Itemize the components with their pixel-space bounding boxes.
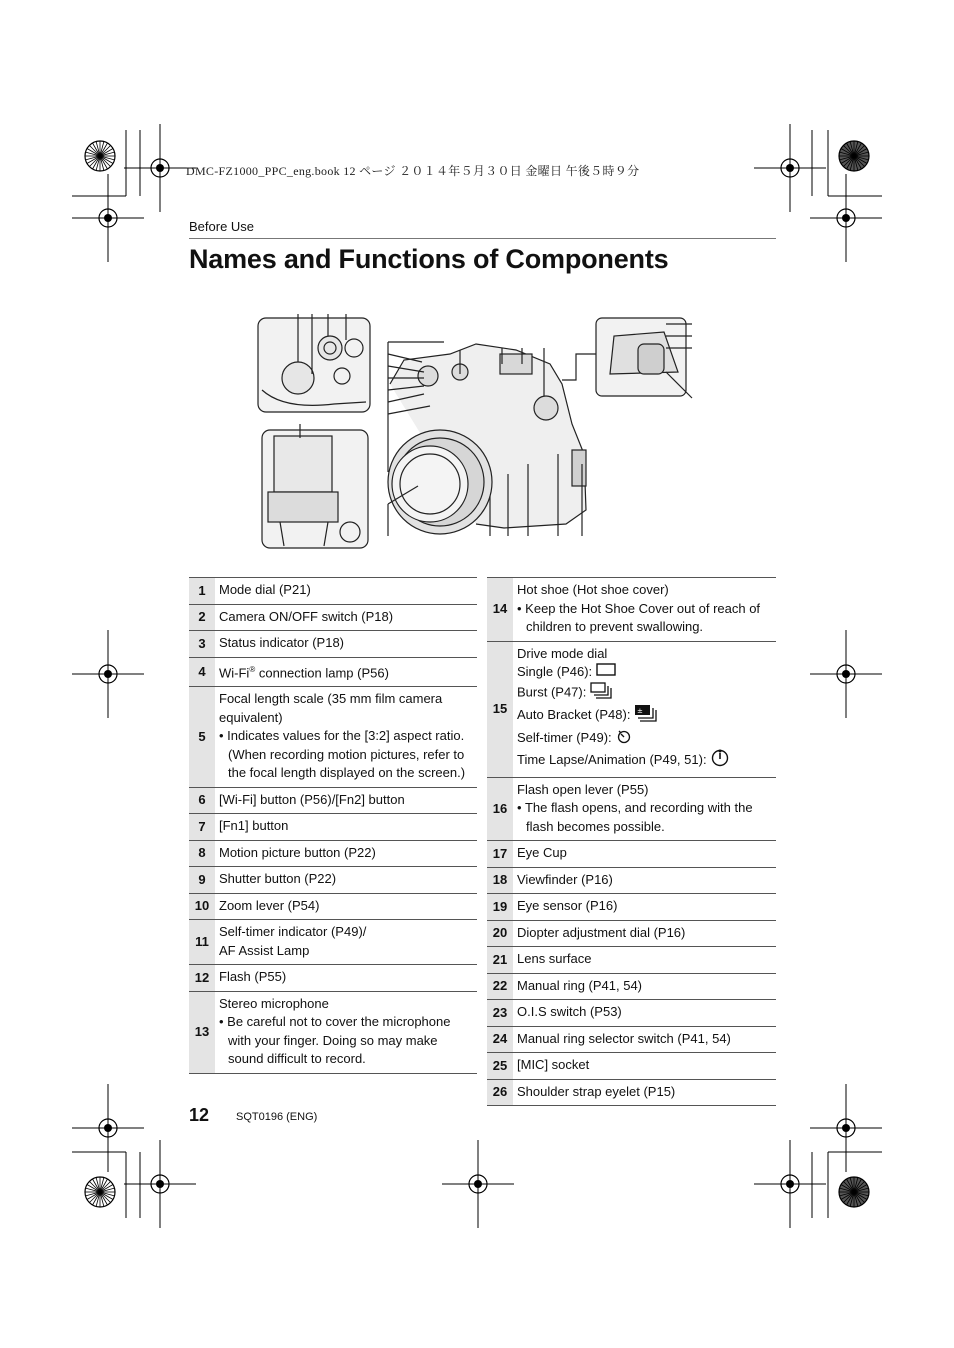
part-number: 1 — [189, 578, 215, 605]
part-line: [Fn1] button — [219, 818, 289, 834]
part-description — [513, 1000, 776, 1027]
part-row-15 — [487, 641, 776, 777]
part-row-22 — [487, 973, 776, 1000]
part-line: Manual ring selector switch (P41, 54) — [517, 1030, 731, 1046]
part-number: 13 — [189, 991, 215, 1073]
part-line: [MIC] socket — [517, 1057, 590, 1073]
part-line: Self-timer indicator (P49)/ — [219, 924, 367, 940]
part-line: Motion picture button (P22) — [219, 844, 376, 860]
self-timer-icon — [616, 728, 632, 750]
part-number: 4 — [189, 657, 215, 687]
auto-bracket-icon — [634, 704, 658, 728]
part-number: 25 — [487, 1053, 513, 1080]
part-description — [215, 604, 477, 631]
drive-mode-label: Single (P46): — [517, 664, 593, 679]
part-description — [513, 777, 776, 841]
mode-dial — [282, 362, 314, 394]
part-line: Flash open lever (P55) — [517, 781, 649, 797]
part-number: 26 — [487, 1079, 513, 1106]
part-line: AF Assist Lamp — [219, 942, 310, 958]
part-line: Flash (P55) — [219, 969, 287, 985]
part-text: connection lamp (P56) — [255, 664, 389, 680]
part-line: [Wi-Fi] button (P56)/[Fn2] button — [219, 791, 405, 807]
parts-table-right — [487, 577, 776, 1106]
part-row-12 — [189, 965, 477, 992]
part-number: 10 — [189, 893, 215, 920]
part-description — [215, 578, 477, 605]
part-number: 15 — [487, 641, 513, 777]
drive-mode-label: Time Lapse/Animation (P49, 51): — [517, 752, 707, 768]
drive-mode-line — [517, 749, 772, 773]
printer-info-line: DMC-FZ1000_PPC_eng.book 12 ページ ２０１４年５月３０日 金曜日 午後５時９分 — [186, 164, 640, 178]
part-note — [219, 1013, 473, 1069]
part-description — [513, 894, 776, 921]
burst-icon — [590, 682, 612, 705]
part-description — [215, 687, 477, 788]
parts-table-left — [189, 577, 477, 1074]
part-description — [513, 973, 776, 1000]
camera-illustration — [254, 314, 696, 552]
part-number: 23 — [487, 1000, 513, 1027]
part-description — [215, 920, 477, 965]
part-description — [215, 631, 477, 658]
part-line: Manual ring (P41, 54) — [517, 977, 643, 993]
part-row-14 — [487, 578, 776, 642]
drive-mode-label: Auto Bracket (P48): — [517, 707, 631, 723]
part-description — [215, 840, 477, 867]
part-row-10 — [189, 893, 477, 920]
single-icon — [596, 663, 616, 682]
part-row-26 — [487, 1079, 776, 1106]
drive-mode-label: Drive mode dial — [517, 645, 608, 661]
part-number: 3 — [189, 631, 215, 658]
part-line: Shutter button (P22) — [219, 871, 337, 887]
part-description — [215, 787, 477, 814]
part-row-20 — [487, 920, 776, 947]
page-number: 12 — [189, 1105, 210, 1125]
drive-mode-line — [517, 645, 772, 664]
part-number: 2 — [189, 604, 215, 631]
part-row-25 — [487, 1053, 776, 1080]
part-row-11 — [189, 920, 477, 965]
note-text: The flash opens, and recording with the flash becomes possible. — [524, 800, 753, 834]
part-description — [215, 814, 477, 841]
part-description — [513, 641, 776, 777]
part-number: 9 — [189, 867, 215, 894]
part-row-3 — [189, 631, 477, 658]
part-row-13 — [189, 991, 477, 1073]
part-description — [513, 867, 776, 894]
bullet-mark: • — [219, 728, 228, 744]
part-line: Mode dial (P21) — [219, 582, 311, 597]
part-number: 6 — [189, 787, 215, 814]
section-label: Before Use — [189, 219, 255, 234]
part-number: 8 — [189, 840, 215, 867]
part-line: Shoulder strap eyelet (P15) — [517, 1083, 676, 1099]
part-note — [219, 727, 473, 783]
part-row-4 — [189, 657, 477, 687]
part-row-1 — [189, 578, 477, 605]
part-description — [215, 965, 477, 992]
part-description — [513, 578, 776, 642]
part-number: 11 — [189, 920, 215, 965]
part-description — [513, 947, 776, 974]
svg-text:±: ± — [637, 707, 644, 716]
part-description — [215, 893, 477, 920]
part-line: Diopter adjustment dial (P16) — [517, 924, 686, 940]
part-description — [513, 1026, 776, 1053]
drive-mode-line — [517, 682, 772, 705]
part-number: 16 — [487, 777, 513, 841]
part-row-17 — [487, 841, 776, 868]
part-line: Zoom lever (P54) — [219, 897, 320, 913]
part-line: Camera ON/OFF switch (P18) — [219, 608, 394, 624]
drive-mode-line — [517, 704, 772, 728]
page-title: Names and Functions of Components — [189, 244, 669, 274]
part-number: 19 — [487, 894, 513, 921]
part-row-6 — [189, 787, 477, 814]
drive-mode-line — [517, 663, 772, 682]
part-line: O.I.S switch (P53) — [517, 1004, 622, 1020]
part-number: 20 — [487, 920, 513, 947]
part-number: 14 — [487, 578, 513, 642]
part-row-9 — [189, 867, 477, 894]
document-code: SQT0196 (ENG) — [236, 1111, 318, 1123]
part-description — [513, 841, 776, 868]
bullet-mark: • — [219, 1014, 228, 1030]
part-row-8 — [189, 840, 477, 867]
part-line: Eye Cup — [517, 845, 567, 861]
part-row-16 — [487, 777, 776, 841]
part-description — [513, 1053, 776, 1080]
part-description — [513, 920, 776, 947]
time-lapse-icon — [711, 749, 729, 773]
part-description — [513, 1079, 776, 1106]
part-line: Status indicator (P18) — [219, 635, 345, 650]
part-line: Viewfinder (P16) — [517, 871, 613, 887]
part-note — [517, 600, 772, 637]
part-line: Hot shoe (Hot shoe cover) — [517, 582, 669, 597]
part-number: 18 — [487, 867, 513, 894]
part-line: Eye sensor (P16) — [517, 898, 618, 914]
part-description — [215, 991, 477, 1073]
part-note — [517, 799, 772, 836]
lens-front — [392, 446, 468, 522]
part-line: Focal length scale (35 mm film camera equivalent) — [219, 691, 443, 725]
part-number: 17 — [487, 841, 513, 868]
part-description — [215, 867, 477, 894]
part-line — [219, 661, 473, 683]
drive-mode-line — [517, 728, 772, 750]
header-rule — [189, 238, 776, 239]
part-row-24 — [487, 1026, 776, 1053]
part-row-21 — [487, 947, 776, 974]
part-row-5 — [189, 687, 477, 788]
part-line: Stereo microphone — [219, 995, 329, 1011]
part-number: 21 — [487, 947, 513, 974]
note-text: Be careful not to cover the microphone with your finger. Doing so may make sound difficult to record. — [227, 1014, 451, 1067]
drive-mode-label: Burst (P47): — [517, 684, 587, 700]
part-number: 22 — [487, 973, 513, 1000]
part-number: 5 — [189, 687, 215, 788]
bullet-mark: • — [517, 600, 526, 616]
registered-mark: ® — [249, 664, 256, 674]
part-number: 7 — [189, 814, 215, 841]
part-row-2 — [189, 604, 477, 631]
note-text: Indicates values for the [3:2] aspect ratio. (When recording motion pictures, refer to the focal length displayed on the screen.) — [227, 728, 466, 781]
drive-mode-label: Self-timer (P49): — [517, 730, 612, 745]
bullet-mark: • — [517, 800, 525, 816]
part-line: Lens surface — [517, 951, 592, 967]
part-row-23 — [487, 1000, 776, 1027]
note-text: Keep the Hot Shoe Cover out of reach of children to prevent swallowing. — [525, 600, 761, 634]
part-row-19 — [487, 894, 776, 921]
part-number: 12 — [189, 965, 215, 992]
part-row-7 — [189, 814, 477, 841]
part-text: Wi-Fi — [219, 664, 250, 680]
part-row-18 — [487, 867, 776, 894]
part-number: 24 — [487, 1026, 513, 1053]
part-description — [215, 657, 477, 687]
